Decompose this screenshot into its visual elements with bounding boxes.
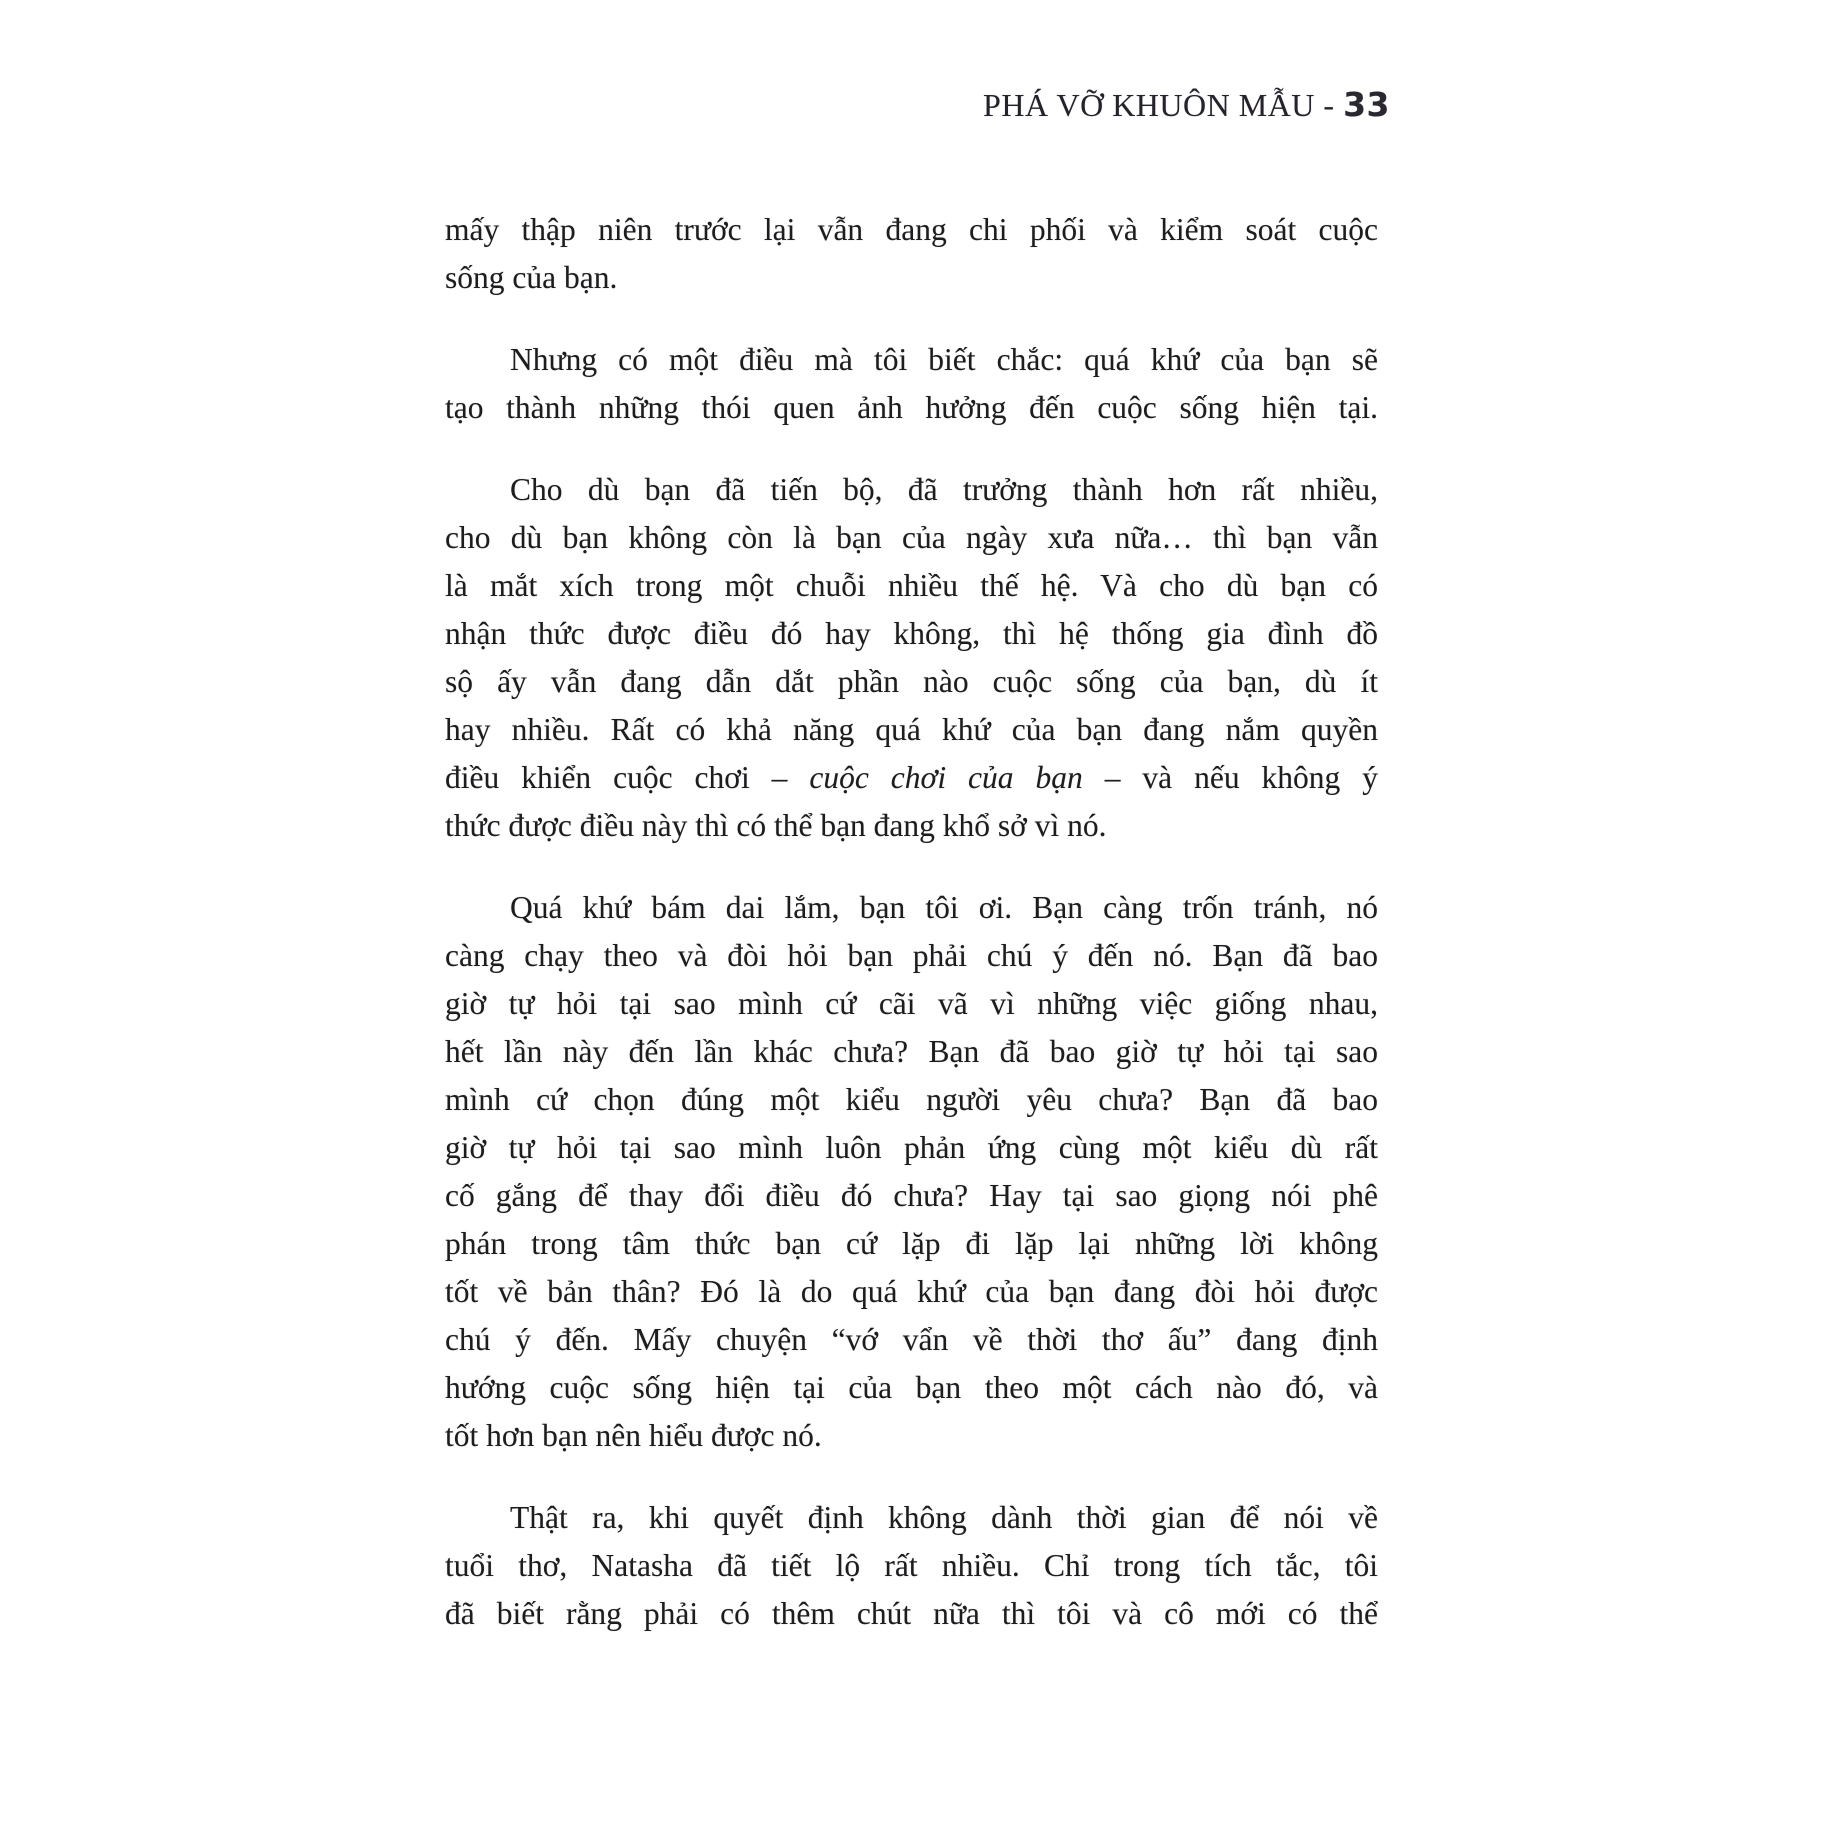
page-body xyxy=(445,206,1378,1638)
paragraph-2 xyxy=(445,336,1378,432)
italic-phrase: cuộc chơi của bạn xyxy=(809,760,1083,795)
running-header xyxy=(445,86,1390,124)
text-line: Quá khứ bám dai lắm, bạn tôi ơi. Bạn càng trốn tránh, nó xyxy=(510,890,1378,925)
text-line: chú ý đến. Mấy chuyện “vớ vẩn về thời thơ ấu” đang định xyxy=(445,1322,1378,1357)
text-line xyxy=(445,754,1378,802)
text-segment: điều khiển cuộc chơi – xyxy=(445,760,810,795)
text-segment: – và nếu không ý xyxy=(1082,760,1378,795)
text-line: tạo thành những thói quen ảnh hưởng đến cuộc sống hiện tại. xyxy=(445,390,1378,425)
text-line: là mắt xích trong một chuỗi nhiều thế hệ. Và cho dù bạn có xyxy=(445,568,1378,603)
text-line: mình cứ chọn đúng một kiểu người yêu chưa? Bạn đã bao xyxy=(445,1082,1378,1117)
text-line: cho dù bạn không còn là bạn của ngày xưa nữa… thì bạn vẫn xyxy=(445,520,1378,555)
paragraph-5 xyxy=(445,1494,1378,1638)
text-line: hay nhiều. Rất có khả năng quá khứ của bạn đang nắm quyền xyxy=(445,712,1378,747)
text-line: sống của bạn. xyxy=(445,260,618,295)
text-line: giờ tự hỏi tại sao mình cứ cãi vã vì những việc giống nhau, xyxy=(445,986,1378,1021)
header-book-title: PHÁ VỠ KHUÔN MẪU xyxy=(983,87,1315,123)
text-line: tuổi thơ, Natasha đã tiết lộ rất nhiều. Chỉ trong tích tắc, tôi xyxy=(445,1548,1378,1583)
text-line: thức được điều này thì có thể bạn đang khổ sở vì nó. xyxy=(445,808,1107,843)
header-separator: - xyxy=(1314,87,1344,123)
text-line: hướng cuộc sống hiện tại của bạn theo một cách nào đó, và xyxy=(445,1370,1378,1405)
paragraph-4 xyxy=(445,884,1378,1460)
text-line: Nhưng có một điều mà tôi biết chắc: quá khứ của bạn sẽ xyxy=(510,342,1378,377)
page-number: 33 xyxy=(1343,85,1390,124)
text-line: cố gắng để thay đổi điều đó chưa? Hay tại sao giọng nói phê xyxy=(445,1178,1378,1213)
text-line: mấy thập niên trước lại vẫn đang chi phối và kiểm soát cuộc xyxy=(445,212,1378,247)
text-line: đã biết rằng phải có thêm chút nữa thì tôi và cô mới có thể xyxy=(445,1596,1378,1631)
text-line: Thật ra, khi quyết định không dành thời gian để nói về xyxy=(510,1500,1378,1535)
text-line: sộ ấy vẫn đang dẫn dắt phần nào cuộc sống của bạn, dù ít xyxy=(445,664,1378,699)
text-line: phán trong tâm thức bạn cứ lặp đi lặp lại những lời không xyxy=(445,1226,1378,1261)
text-line: hết lần này đến lần khác chưa? Bạn đã bao giờ tự hỏi tại sao xyxy=(445,1034,1378,1069)
text-line: càng chạy theo và đòi hỏi bạn phải chú ý đến nó. Bạn đã bao xyxy=(445,938,1378,973)
text-line: tốt về bản thân? Đó là do quá khứ của bạn đang đòi hỏi được xyxy=(445,1274,1378,1309)
paragraph-1 xyxy=(445,206,1378,302)
text-line: Cho dù bạn đã tiến bộ, đã trưởng thành hơn rất nhiều, xyxy=(510,472,1378,507)
paragraph-3 xyxy=(445,466,1378,850)
text-line: giờ tự hỏi tại sao mình luôn phản ứng cùng một kiểu dù rất xyxy=(445,1130,1378,1165)
text-line: nhận thức được điều đó hay không, thì hệ thống gia đình đồ xyxy=(445,616,1378,651)
text-line: tốt hơn bạn nên hiểu được nó. xyxy=(445,1418,822,1453)
